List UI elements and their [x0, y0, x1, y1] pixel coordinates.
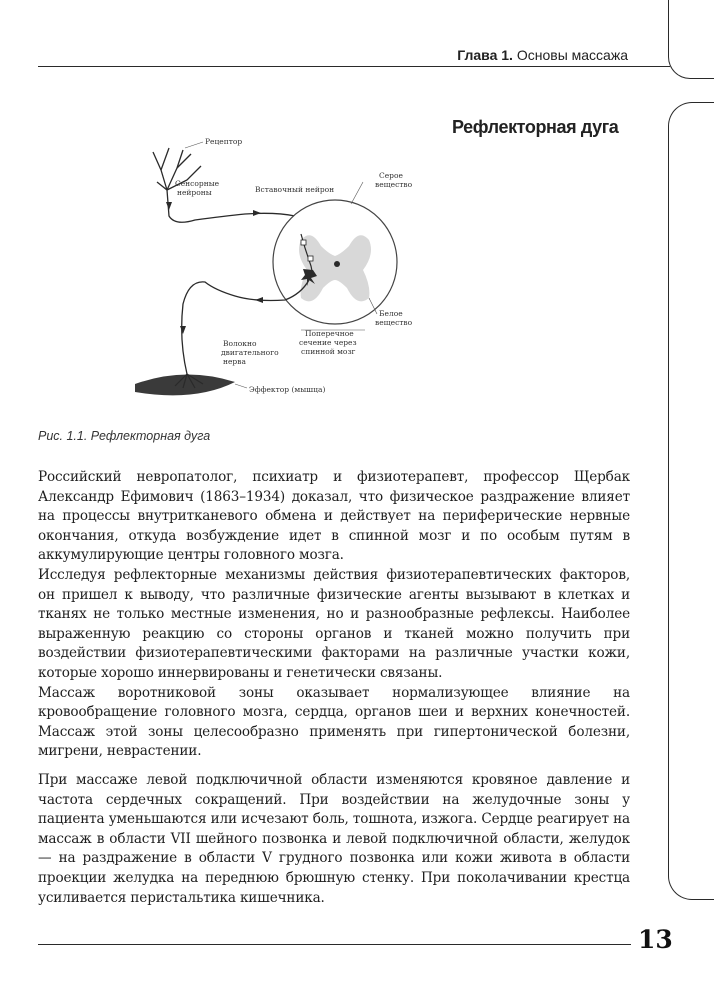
label-motor-3: нерва [223, 357, 246, 366]
chapter-number: Глава 1. [457, 47, 513, 63]
label-white-2: вещество [375, 318, 413, 327]
running-header [440, 47, 628, 63]
chapter-title: Основы массажа [516, 47, 628, 63]
effector-muscle [135, 374, 235, 395]
page-edge-tab-top [668, 0, 714, 79]
label-gray-2: вещество [375, 180, 413, 189]
paragraph: Массаж воротниковой зоны оказывает нормализующее влияние на кровообращение головного мозга, сердца, органов шеи и верхних конечностей. Массаж этой зоны целесообразно применять при гипертонической болезни, мигрени, неврастении. [38, 684, 630, 760]
label-sensory-1: Сенсорные [175, 179, 220, 188]
footer-rule [38, 944, 631, 945]
label-section-2: сечение через [299, 338, 357, 347]
label-motor-2: двигательного [221, 348, 279, 357]
label-interneuron: Вставочный нейрон [255, 185, 335, 194]
section-title: Рефлекторная дуга [452, 117, 619, 137]
paragraph: Российский невропатолог, психиатр и физиотерапевт, профессор Щербак Александр Ефимович (1863–1934) доказал, что физическое раздражение влияет на процессы внутритканевого обмена и действует на периферические нервные окончания, откуда возбуждение идет в спинной мозг и по особым путям в аккумулирующие центры головного мозга. [38, 469, 630, 564]
body-text-block-1 [38, 468, 630, 762]
label-section-3: спинной мозг [301, 347, 356, 356]
label-receptor: Рецептор [205, 137, 243, 146]
synapse-1 [301, 240, 306, 245]
label-gray-1: Серое [379, 171, 403, 180]
page-edge-tab-side [668, 102, 714, 900]
synapse-2 [308, 256, 313, 261]
label-motor-1: Волокно [223, 339, 257, 348]
reflex-arc-figure [125, 130, 425, 410]
reflex-arc-diagram [125, 130, 425, 410]
motor-arrow-2 [180, 326, 186, 334]
label-sensory-2: нейроны [177, 188, 212, 197]
body-text-block-2 [38, 771, 630, 908]
label-section-1: Поперечное [305, 329, 354, 338]
sensory-arrow [166, 202, 172, 210]
label-white-1: Белое [379, 309, 403, 318]
sensory-arrow-2 [253, 210, 261, 216]
central-canal [334, 261, 340, 267]
header-rule [38, 66, 670, 67]
motor-arrow [255, 297, 263, 303]
paragraph: При массаже левой подключичной области изменяются кровяное давление и частота сердечных сокращений. При воздействии на желудочные зоны у пациента уменьшаются или исчезают боль, тошнота, изжога. Сердце реагирует на массаж в области VII шейного позвонка и левой подключичной области, желудок — на раздражение в области V грудного позвонка или кожи живота в области проекции желудка на переднюю брюшную стенку. При поколачивании крестца усиливается перистальтика кишечника. [38, 772, 630, 906]
paragraph: Исследуя рефлекторные механизмы действия физиотерапевтических факторов, он пришел к выводу, что различные физические агенты вызывают в клетках и тканях не только местные изменения, но и разнообразные рефлексы. Наиболее выраженную реакцию со стороны органов и тканей можно получить при воздействии физиотерапевтическими факторами на различные участки кожи, которые хорошо иннервированы и генетически связаны. [38, 566, 630, 681]
figure-caption: Рис. 1.1. Рефлекторная дуга [38, 429, 211, 443]
page-number: 13 [638, 925, 673, 954]
label-effector: Эффектор (мышца) [249, 385, 326, 394]
